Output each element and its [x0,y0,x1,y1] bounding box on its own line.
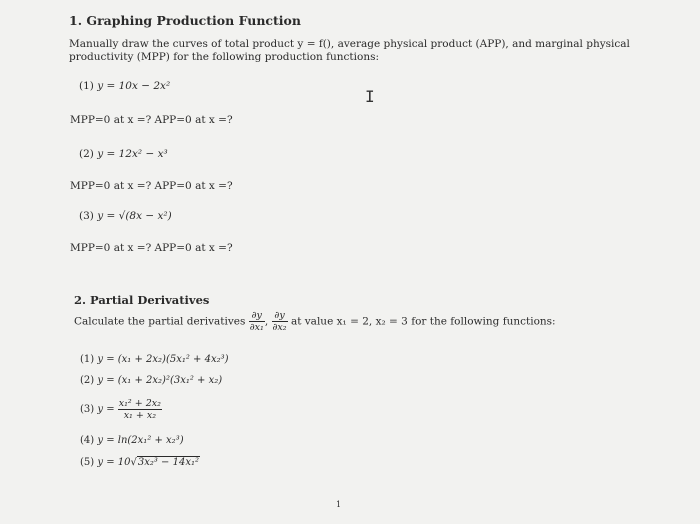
section1-title: 1. Graphing Production Function [69,13,301,28]
s1-item3-func: y = √(8x − x²) [97,210,172,222]
s1-item1-func: y = 10x − 2x² [97,80,171,92]
s2-item1: (1) y = (x₁ + 2x₂)(5x₁² + 4x₂³) [80,354,229,365]
text-cursor-icon: I [365,87,375,106]
page-number: 1 [336,500,342,509]
s2-item3: (3) y = $\frac{\text{x₁² + 2x₂}}{\text{x₁ + x₂}}$ [80,398,161,421]
s2-item3-fraction: $\frac{\text{x₁² + 2x₂}}{\text{x₁ + x₂}}$ [118,398,161,421]
s2-item4: (4) y = ln(2x₁² + x₂³) [80,435,184,446]
section2-intro-suffix: at value x₁ = 2, x₂ = 3 for the following functions: [290,315,556,328]
s1-item2-func: y = 12x² − x³ [97,148,168,160]
partial-deriv-x1: $\frac{\partial y}{\text{∂x₁}}$ [249,310,264,333]
s1-item1 [79,80,170,92]
section1-intro-line2: productivity (MPP) for the following production functions: [69,51,380,63]
s1-item2 [79,148,168,160]
s2-item5: (5) y = 10√3x₂³ − 14x₁² [80,457,199,468]
section2-intro-prefix: Calculate the partial derivatives [74,315,246,328]
s1-item2-question: MPP=0 at x =? APP=0 at x =? [70,180,233,192]
section1-intro-line1: Manually draw the curves of total product y = f(), average physical product (APP), and marginal physical [69,38,630,50]
section2-title: 2. Partial Derivatives [74,293,210,307]
s1-item3-question: MPP=0 at x =? APP=0 at x =? [70,242,233,254]
s1-item1-question: MPP=0 at x =? APP=0 at x =? [70,114,233,126]
s2-item2: (2) y = (x₁ + 2x₂)²(3x₁² + x₂) [80,375,223,386]
s1-item2-label: (2) [79,148,94,160]
s1-item3-label: (3) [79,210,94,222]
s2-item5-radicand: 3x₂³ − 14x₁² [137,457,199,468]
section2-intro: Calculate the partial derivatives $\frac{\partial y}{\text{∂x₁}}$ , $\frac{\partial y}{\text{∂x₂}}$ at value x₁ = 2, x₂ = 3 for the following functions: [74,310,556,333]
s1-item1-label: (1) [79,80,94,92]
partial-deriv-x2: $\frac{\partial y}{\text{∂x₂}}$ [272,310,287,333]
s1-item3 [79,210,172,222]
